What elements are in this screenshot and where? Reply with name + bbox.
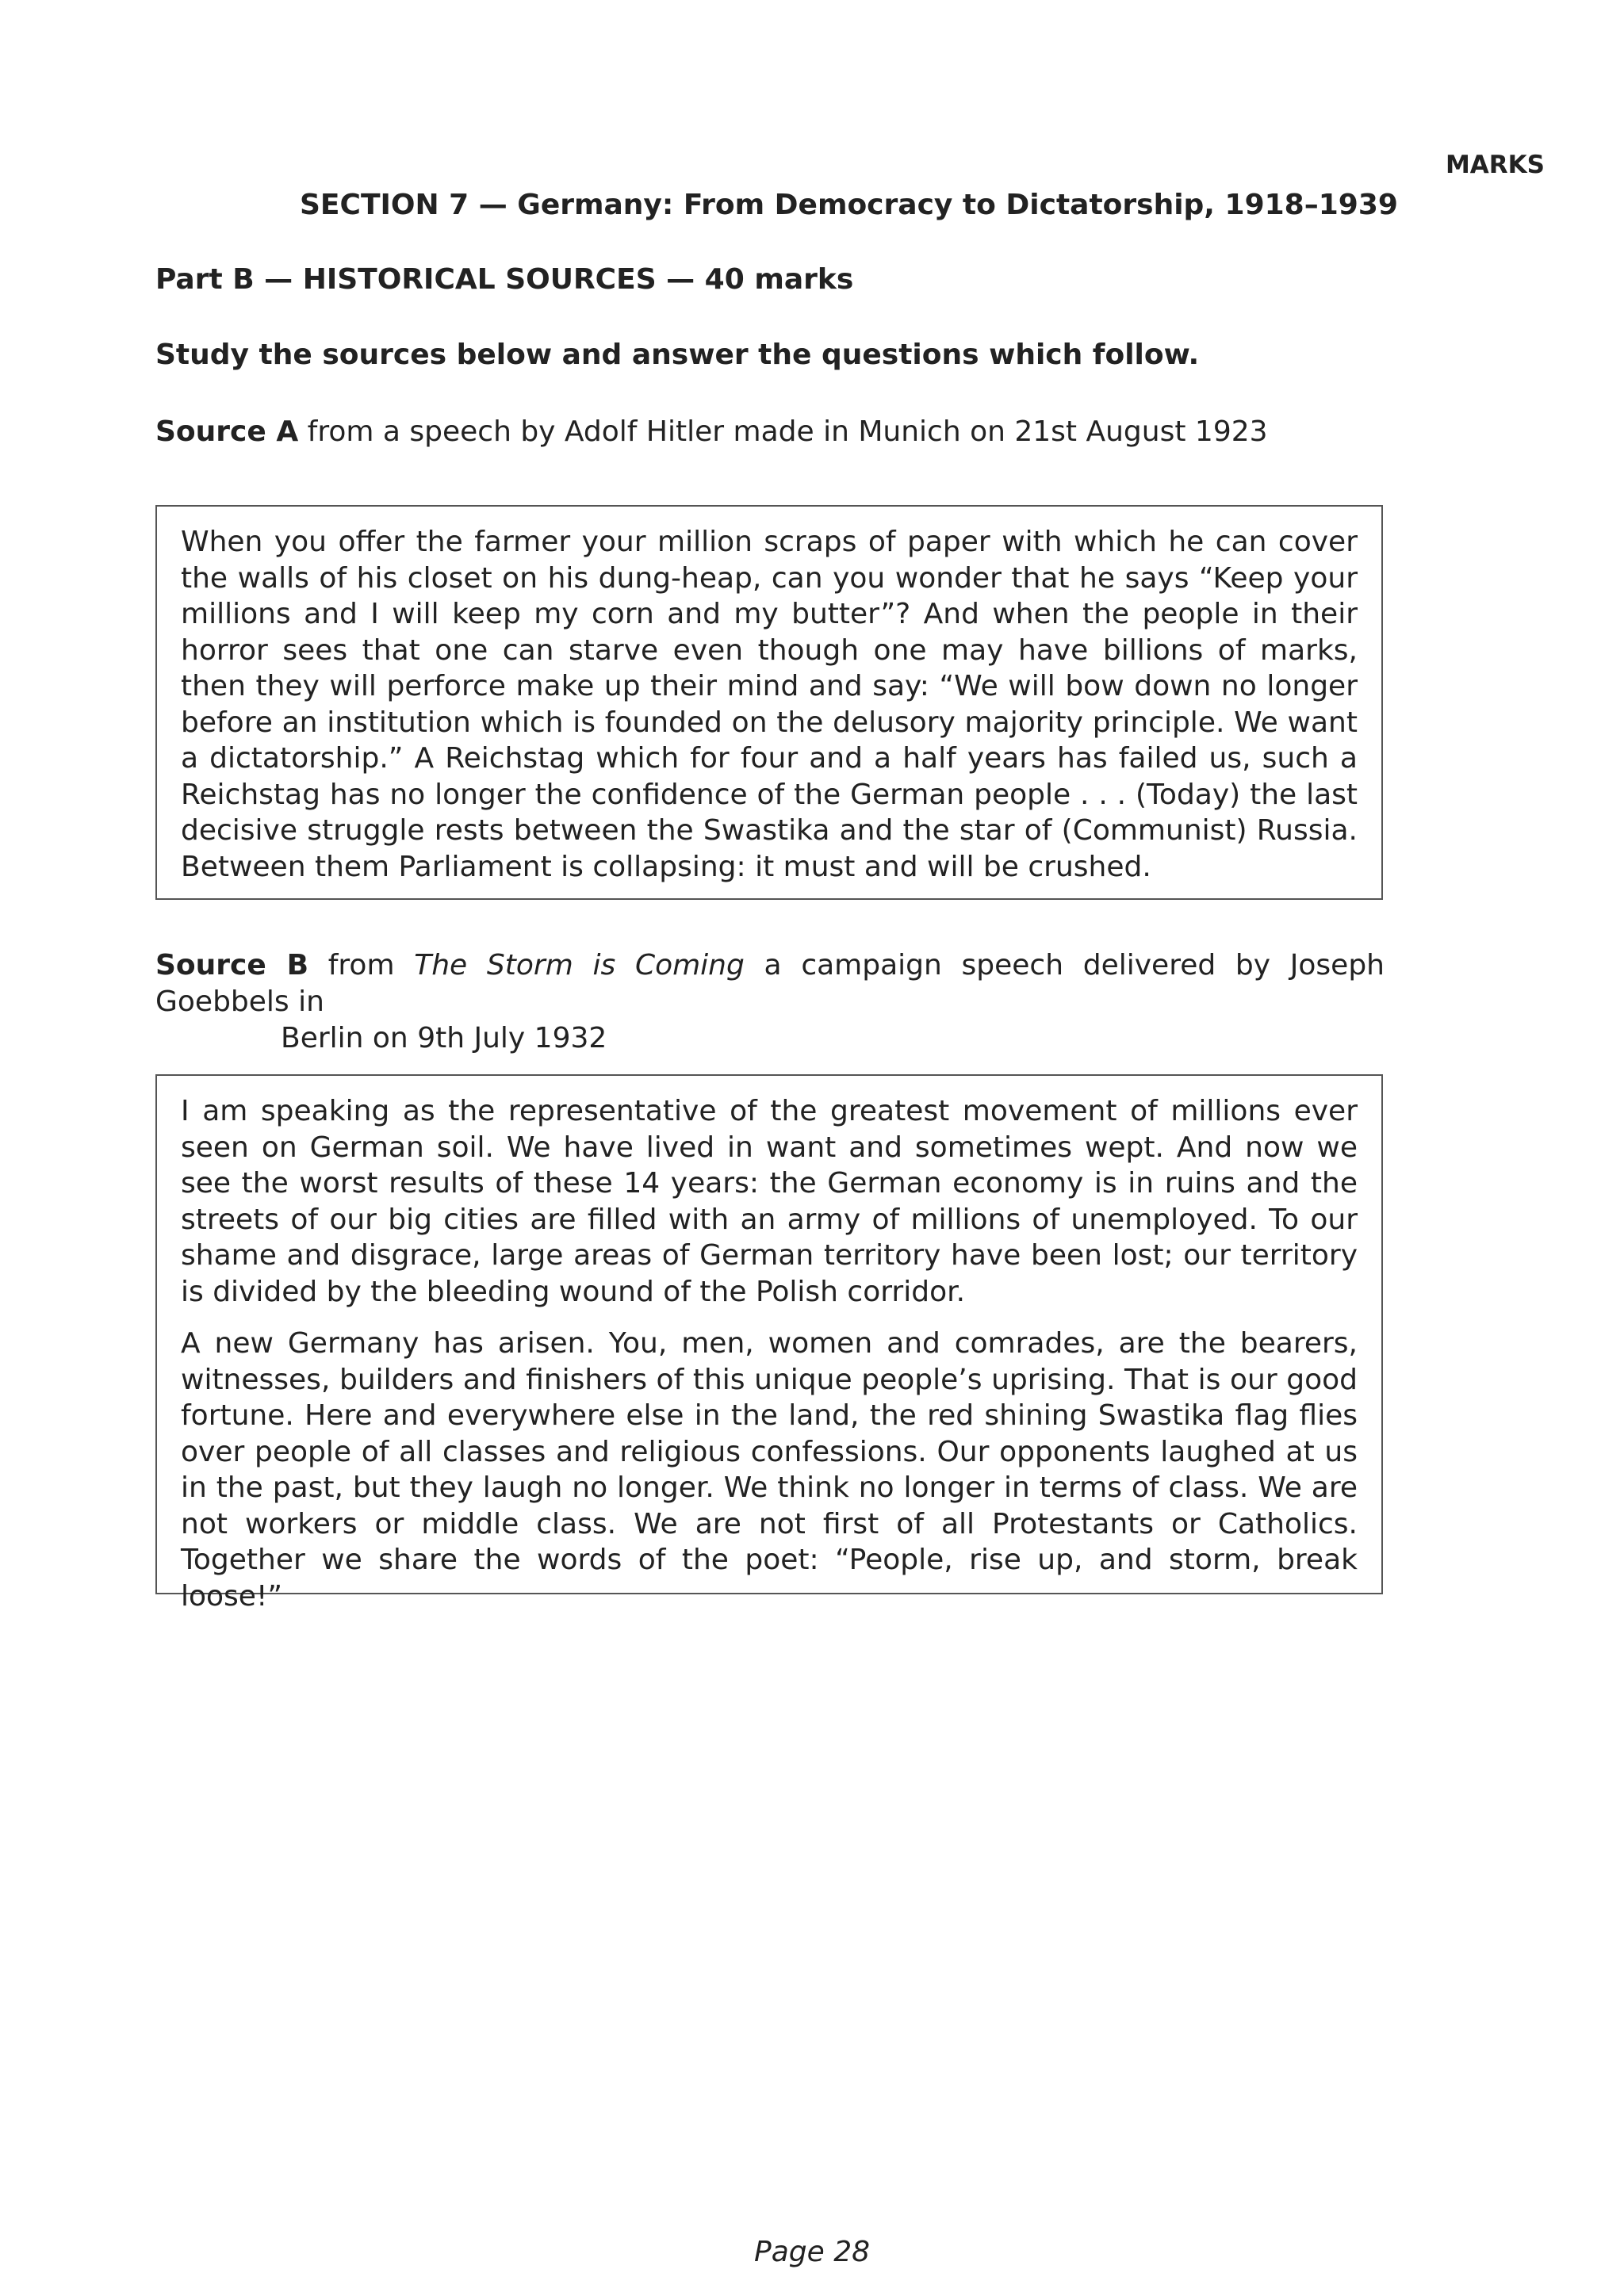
source-b-paragraph-2: A new Germany has arisen. You, men, women and comrades, are the bearers, witnesses, builders and finishers of this unique people’s uprising. That is our good fortune. Here and everywhere else in the land, the red shining Swastika flag flies over people of all classes and religious confessions. Our opponents laughed at us in the past, but they laugh no longer. We think no longer in terms of class. We are not workers or middle class. We are not first of all Protestants or Catholics. Together we share the words of the poet: “People, rise up, and storm, break loose!” bbox=[181, 1327, 1358, 1613]
page-number: Page 28 bbox=[753, 2236, 871, 2268]
source-a-description: from a speech by Adolf Hitler made in Munich on 21st August 1923 bbox=[298, 415, 1268, 448]
section-title: SECTION 7 — Germany: From Democracy to Dictatorship, 1918–1939 bbox=[300, 189, 1398, 221]
source-b-paragraph-1: I am speaking as the representative of the greatest movement of millions ever seen on German soil. We have lived in want and sometimes wept. And now we see the worst results of these 14 years: the German economy is in ruins and the streets of our big cities are filled with an army of millions of unemployed. To our shame and disgrace, large areas of German territory have been lost; our territory is divided by the bleeding wound of the Polish corridor. bbox=[181, 1095, 1358, 1308]
source-a-text: When you offer the farmer your million scraps of paper with which he can cover the walls of his closet on his dung-heap, can you wonder that he says “Keep your millions and I will keep my corn and my butter”? And when the people in their horror sees that one can starve even though one may have billions of marks, then they will perforce make up their mind and say: “We will bow down no longer before an institution which is founded on the delusory majority principle. We want a dictatorship.” A Reichstag which for four and a half years has failed us, such a Reichstag has no longer the confidence of the German people . . . (Today) the last decisive struggle rests between the Swastika and the star of (Communist) Russia. Between them Parliament is collapsing: it must and will be crushed. bbox=[181, 526, 1358, 883]
part-title: Part B — HISTORICAL SOURCES — 40 marks bbox=[155, 263, 854, 296]
instruction-text: Study the sources below and answer the questions which follow. bbox=[155, 339, 1200, 371]
source-a-heading bbox=[155, 414, 1385, 450]
source-a-label: Source A bbox=[155, 415, 299, 448]
source-b-box bbox=[155, 1074, 1383, 1613]
marks-column-header: MARKS bbox=[1445, 151, 1545, 179]
source-b-label: Source B bbox=[155, 949, 309, 982]
source-b-heading bbox=[155, 947, 1385, 1057]
source-a-box bbox=[155, 505, 1383, 900]
source-b-title: The Storm is Coming bbox=[414, 949, 745, 982]
source-b-description-suffix: a campaign speech delivered by Joseph Goebbels in bbox=[155, 949, 1385, 1018]
source-b-description-prefix: from bbox=[308, 949, 415, 982]
source-b-description-line2: Berlin on 9th July 1932 bbox=[281, 1022, 607, 1054]
